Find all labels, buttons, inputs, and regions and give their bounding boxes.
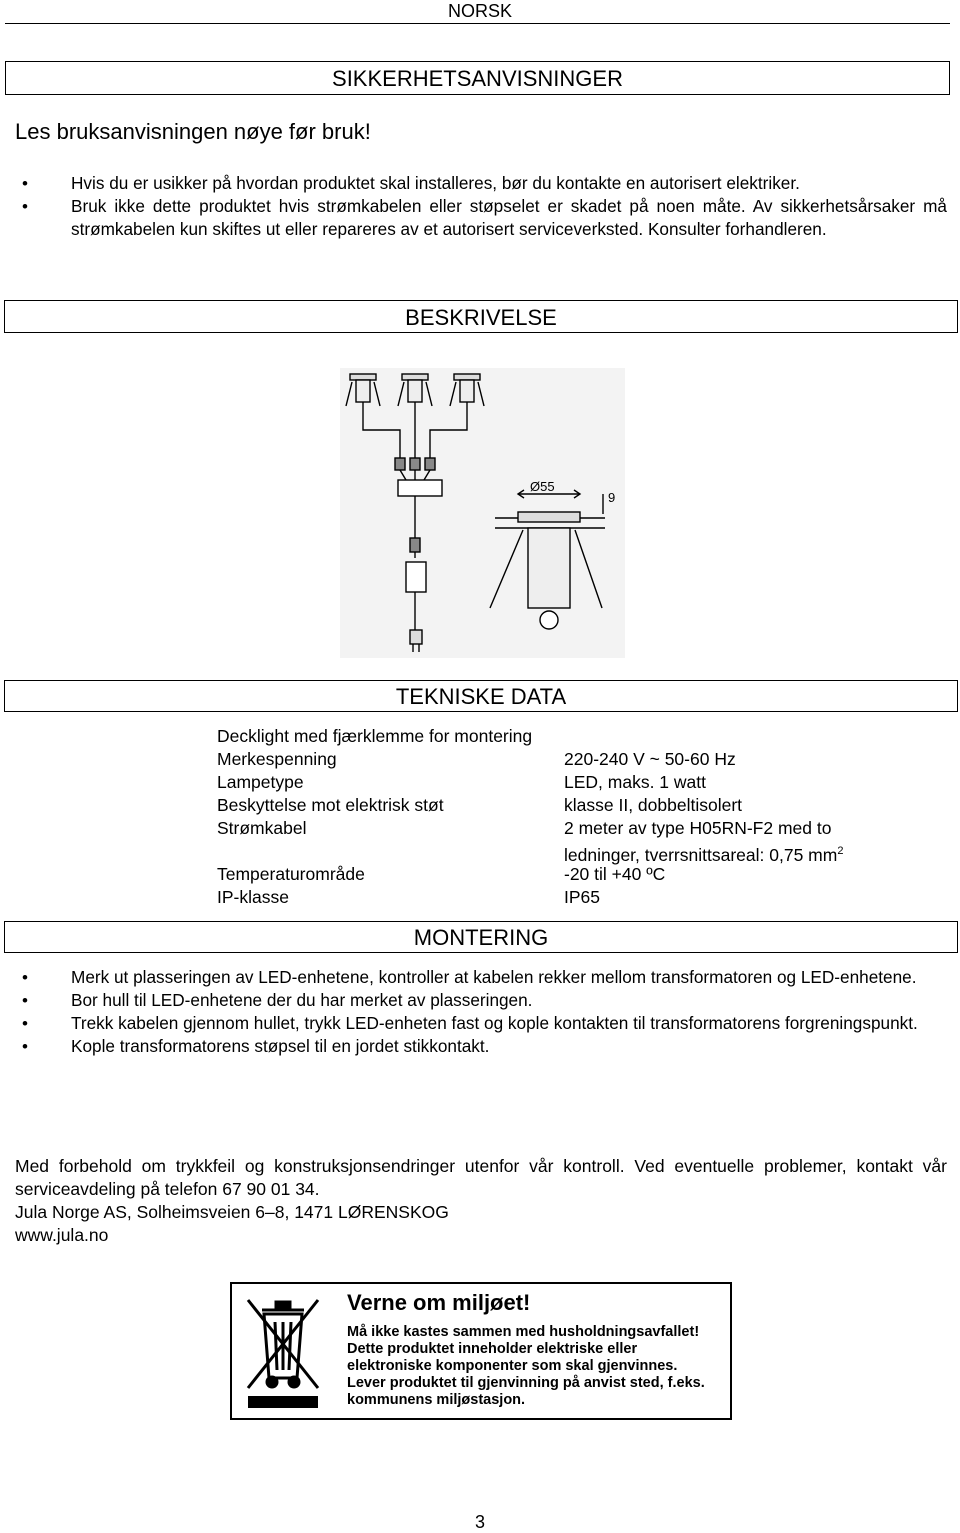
superscript-2: 2 [837,845,844,857]
list-item: • Merk ut plasseringen av LED-enhetene, kontroller at kabelen rekker mellom transformatoren og LED-enhetene. [15,966,947,989]
spec-label: Merkespenning [217,749,337,769]
spec-value: IP65 [564,887,600,907]
diameter-label: Ø55 [530,479,555,494]
section-heading-mounting-text: MONTERING [413,925,549,950]
environment-line: kommunens miljøstasjon. [347,1392,526,1408]
company-address: Jula Norge AS, Solheimsveien 6–8, 1471 LØRENSKOG [15,1202,449,1222]
cable-area-text: ledninger, tverrsnittsareal: 0,75 mm [564,844,838,865]
spec-label: IP-klasse [217,887,289,907]
page-number: 3 [474,1512,485,1532]
list-item: • Hvis du er usikker på hvordan produktet skal installeres, bør du kontakte en autorisert elektriker. [15,172,947,195]
spec-value: klasse II, dobbeltisolert [564,795,743,815]
section-heading-safety-text: SIKKERHETSANVISNINGER [332,66,623,91]
spec-label: Strømkabel [217,818,307,838]
product-name: Decklight med fjærklemme for montering [217,726,533,746]
list-item: • Bruk ikke dette produktet hvis strømkabelen eller støpselet er skadet på noen måte. Av sikkerhetsårsaker må strømkabelen kun skiftes ut eller repareres av et autorisert serviceverksted. Konsulter forhandleren. [15,195,947,241]
height-label: 9 [608,490,616,505]
read-manual-warning: Les bruksanvisningen nøye før bruk! [15,119,371,144]
section-heading-description [4,300,958,333]
safety-list [15,172,947,241]
spec-value: 220-240 V ~ 50-60 Hz [564,749,736,769]
weee-crossed-bin-icon [242,1292,324,1410]
disclaimer-text: Med forbehold om trykkfeil og konstruksjonsendringer utenfor vår kontroll. Ved eventuelle problemer, kontakt vår serviceavdeling på telefon 67 90 01 34. [15,1156,947,1199]
list-item: • Bor hull til LED-enhetene der du har merket av plasseringen. [15,989,947,1012]
spec-label: Lampetype [217,772,304,792]
environment-notice [230,1282,732,1420]
section-heading-tech [4,680,958,712]
mounting-list [15,966,947,1058]
environment-line: Lever produktet til gjenvinning på anvist sted, f.eks. [347,1375,705,1391]
section-heading-tech-text: TEKNISKE DATA [395,684,567,709]
spec-value: LED, maks. 1 watt [564,772,706,792]
section-heading-safety [5,61,950,95]
spec-label: Temperaturområde [217,864,365,884]
section-heading-description-text: BESKRIVELSE [405,305,557,330]
environment-line: Dette produktet inneholder elektriske eller [347,1341,638,1357]
environment-line: elektroniske komponenter som skal gjenvinnes. [347,1358,678,1374]
section-heading-mounting [4,921,958,953]
list-item: • Kople transformatorens støpsel til en jordet stikkontakt. [15,1035,947,1058]
page-header-language: NORSK [447,1,512,21]
website-link[interactable]: www.jula.no [15,1225,109,1245]
spec-label: Beskyttelse mot elektrisk støt [217,795,444,815]
environment-title: Verne om miljøet! [347,1290,531,1315]
environment-line: Må ikke kastes sammen med husholdningsavfallet! [347,1324,700,1340]
spec-value: 2 meter av type H05RN-F2 med to [564,818,832,838]
header-rule [5,23,950,24]
spec-value: -20 til +40 ºC [564,864,666,884]
product-diagram [340,368,625,658]
list-item: • Trekk kabelen gjennom hullet, trykk LED-enheten fast og kople kontakten til transformatorens forgreningspunkt. [15,1012,947,1035]
